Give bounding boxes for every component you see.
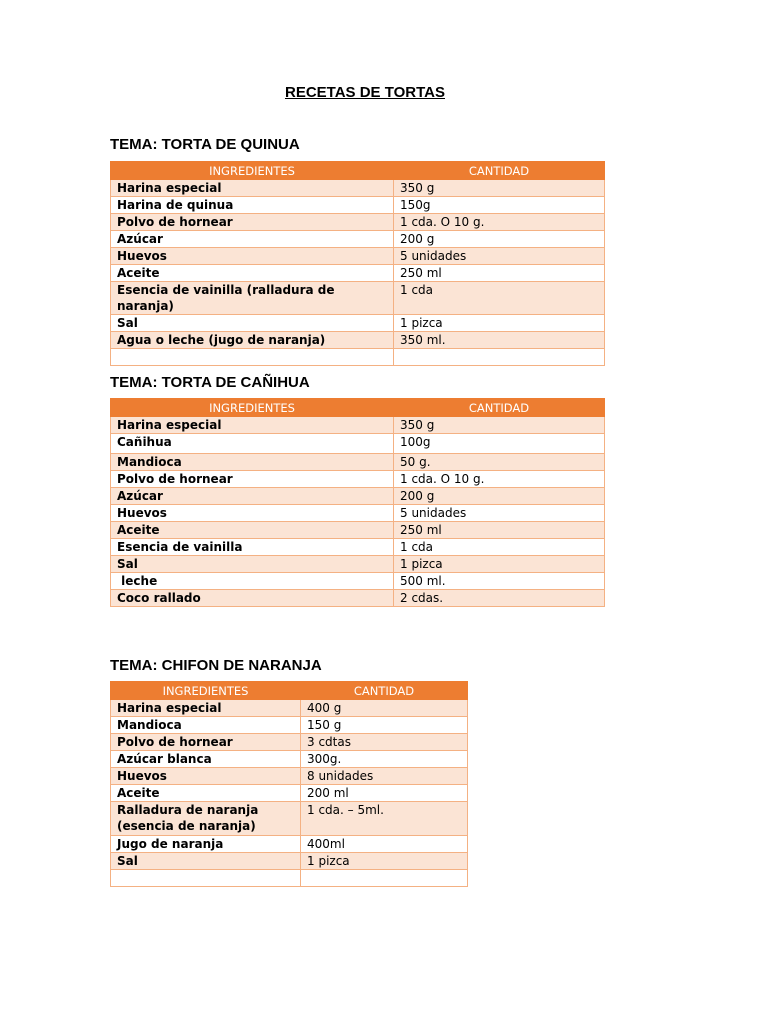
- quantity-cell: 2 cdas.: [394, 590, 605, 607]
- ingredient-cell: Azúcar: [111, 488, 394, 505]
- ingredient-cell: Mandioca: [111, 454, 394, 471]
- recipe-table-chifon: [110, 681, 468, 887]
- ingredient-cell: Mandioca: [111, 717, 301, 734]
- ingredient-cell: Polvo de hornear: [111, 734, 301, 751]
- table-row: [111, 282, 605, 315]
- recipe-table-canihua: [110, 398, 605, 607]
- header-quantity: CANTIDAD: [394, 162, 605, 180]
- recipe-table-quinua: [110, 161, 605, 366]
- ingredient-cell: Agua o leche (jugo de naranja): [111, 332, 394, 349]
- quantity-cell: 200 g: [394, 488, 605, 505]
- table-row: [111, 265, 605, 282]
- ingredient-cell: Esencia de vainilla (ralladura de naranja): [111, 282, 394, 315]
- ingredient-cell: Huevos: [111, 248, 394, 265]
- table-row: [111, 717, 468, 734]
- table-row: [111, 454, 605, 471]
- quantity-cell: 1 cda. O 10 g.: [394, 214, 605, 231]
- quantity-cell: 1 pizca: [394, 315, 605, 332]
- quantity-cell: 8 unidades: [301, 768, 468, 785]
- header-quantity: CANTIDAD: [394, 399, 605, 417]
- quantity-cell: 350 g: [394, 180, 605, 197]
- ingredient-cell: Sal: [111, 556, 394, 573]
- quantity-cell: 1 cda: [394, 282, 605, 315]
- table-row: [111, 802, 468, 836]
- table-row: [111, 197, 605, 214]
- quantity-cell: 5 unidades: [394, 248, 605, 265]
- quantity-cell: 1 cda: [394, 539, 605, 556]
- table-row: [111, 573, 605, 590]
- table-row: [111, 505, 605, 522]
- ingredient-cell: Sal: [111, 315, 394, 332]
- table-row: [111, 332, 605, 349]
- quantity-cell: 1 cda. – 5ml.: [301, 802, 468, 836]
- quantity-cell: 250 ml: [394, 265, 605, 282]
- ingredient-cell: Polvo de hornear: [111, 471, 394, 488]
- quantity-cell: 100g: [394, 434, 605, 454]
- table-row: [111, 231, 605, 248]
- ingredient-cell: Azúcar: [111, 231, 394, 248]
- quantity-cell: 200 g: [394, 231, 605, 248]
- ingredient-cell: Huevos: [111, 768, 301, 785]
- quantity-cell: 300g.: [301, 751, 468, 768]
- ingredient-cell: Harina especial: [111, 700, 301, 717]
- section-heading-quinua: TEMA: TORTA DE QUINUA: [110, 136, 300, 153]
- ingredient-cell: Harina especial: [111, 417, 394, 434]
- table-row: [111, 214, 605, 231]
- section-heading-chifon: TEMA: CHIFON DE NARANJA: [110, 657, 322, 674]
- table-row: [111, 853, 468, 870]
- quantity-cell: 3 cdtas: [301, 734, 468, 751]
- ingredient-cell: Esencia de vainilla: [111, 539, 394, 556]
- ingredient-cell: Harina de quinua: [111, 197, 394, 214]
- quantity-cell: 5 unidades: [394, 505, 605, 522]
- quantity-cell: 400 g: [301, 700, 468, 717]
- quantity-cell: 500 ml.: [394, 573, 605, 590]
- table-row: [111, 734, 468, 751]
- quantity-cell: 200 ml: [301, 785, 468, 802]
- table-row: [111, 180, 605, 197]
- quantity-cell: 350 g: [394, 417, 605, 434]
- quantity-cell: 1 pizca: [394, 556, 605, 573]
- ingredient-cell: Aceite: [111, 522, 394, 539]
- ingredient-cell: [111, 349, 394, 366]
- ingredient-cell: Sal: [111, 853, 301, 870]
- quantity-cell: [394, 349, 605, 366]
- quantity-cell: 250 ml: [394, 522, 605, 539]
- document-title: RECETAS DE TORTAS: [284, 84, 445, 101]
- ingredient-cell: Azúcar blanca: [111, 751, 301, 768]
- table-row: [111, 539, 605, 556]
- quantity-cell: 150g: [394, 197, 605, 214]
- table-row: [111, 785, 468, 802]
- table-row-empty: [111, 349, 605, 366]
- ingredient-cell: Jugo de naranja: [111, 836, 301, 853]
- ingredient-cell: Aceite: [111, 265, 394, 282]
- ingredient-cell: Polvo de hornear: [111, 214, 394, 231]
- quantity-cell: 1 cda. O 10 g.: [394, 471, 605, 488]
- quantity-cell: [301, 870, 468, 887]
- ingredient-cell: leche: [111, 573, 394, 590]
- header-ingredients: INGREDIENTES: [111, 682, 301, 700]
- table-row: [111, 434, 605, 454]
- quantity-cell: 50 g.: [394, 454, 605, 471]
- ingredient-cell: Coco rallado: [111, 590, 394, 607]
- ingredient-cell: Aceite: [111, 785, 301, 802]
- table-row-empty: [111, 870, 468, 887]
- table-row: [111, 768, 468, 785]
- header-ingredients: INGREDIENTES: [111, 162, 394, 180]
- ingredient-cell: Huevos: [111, 505, 394, 522]
- ingredient-cell: Harina especial: [111, 180, 394, 197]
- table-row: [111, 471, 605, 488]
- ingredient-cell: Ralladura de naranja (esencia de naranja): [111, 802, 301, 836]
- quantity-cell: 150 g: [301, 717, 468, 734]
- ingredient-cell: Cañihua: [111, 434, 394, 454]
- table-row: [111, 315, 605, 332]
- section-heading-canihua: TEMA: TORTA DE CAÑIHUA: [110, 374, 310, 391]
- header-ingredients: INGREDIENTES: [111, 399, 394, 417]
- table-row: [111, 590, 605, 607]
- table-row: [111, 417, 605, 434]
- quantity-cell: 1 pizca: [301, 853, 468, 870]
- quantity-cell: 400ml: [301, 836, 468, 853]
- ingredient-cell: [111, 870, 301, 887]
- quantity-cell: 350 ml.: [394, 332, 605, 349]
- table-row: [111, 700, 468, 717]
- table-row: [111, 488, 605, 505]
- header-quantity: CANTIDAD: [301, 682, 468, 700]
- table-row: [111, 836, 468, 853]
- table-row: [111, 751, 468, 768]
- table-row: [111, 556, 605, 573]
- table-row: [111, 248, 605, 265]
- table-row: [111, 522, 605, 539]
